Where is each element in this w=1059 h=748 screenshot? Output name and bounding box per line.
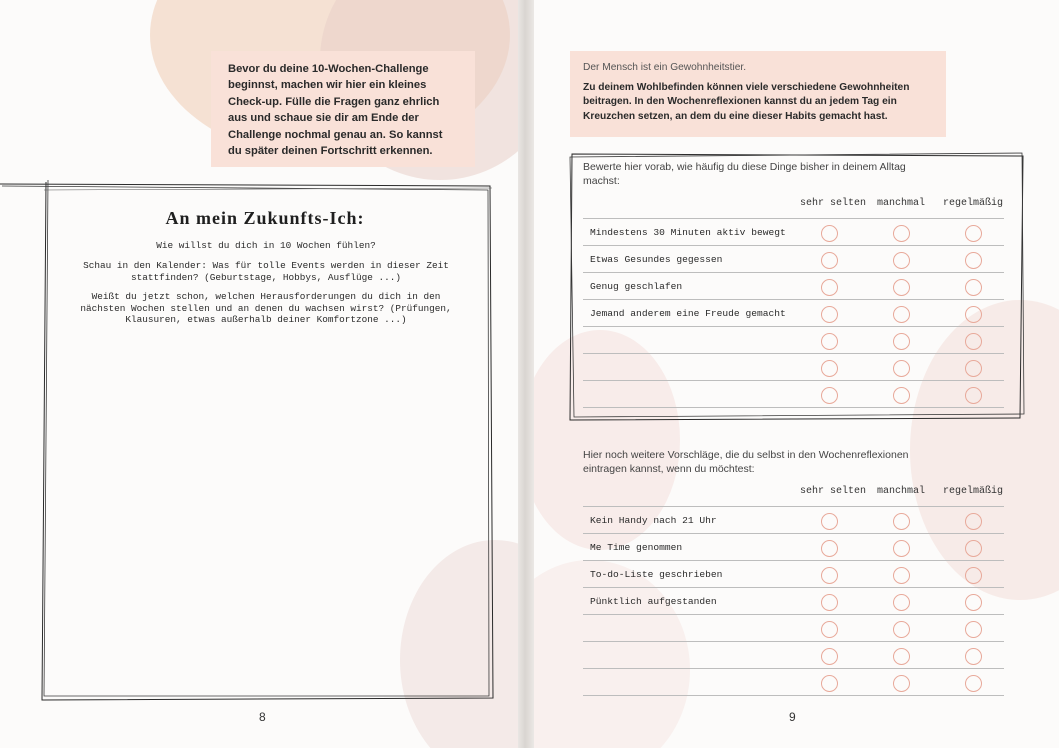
question-2: Schau in den Kalender: Was für tolle Events werden in dieser Zeit stattfinden? (Geburtstage, Hobbys, Ausflüge ...) xyxy=(83,260,449,283)
habit-label: To-do-Liste geschrieben xyxy=(590,569,723,580)
rating-circle-sehr-selten[interactable] xyxy=(821,333,838,350)
intro-box-left xyxy=(211,51,475,167)
col-head-sehr-selten: sehr selten xyxy=(800,486,867,497)
rating-circle-regelmaessig[interactable] xyxy=(965,675,982,692)
habit-label: Etwas Gesundes gegessen xyxy=(590,254,723,265)
rating-circle-sehr-selten[interactable] xyxy=(821,252,838,269)
rating-circle-sehr-selten[interactable] xyxy=(821,675,838,692)
table-row xyxy=(583,219,1004,246)
table-row xyxy=(583,273,1004,300)
rating-circle-manchmal[interactable] xyxy=(893,540,910,557)
rating-circle-manchmal[interactable] xyxy=(893,675,910,692)
rating-circle-sehr-selten[interactable] xyxy=(821,387,838,404)
rating-circle-regelmaessig[interactable] xyxy=(965,306,982,323)
rating-circle-manchmal[interactable] xyxy=(893,279,910,296)
row-line xyxy=(583,407,1004,408)
rating-circle-manchmal[interactable] xyxy=(893,594,910,611)
rating-circle-regelmaessig[interactable] xyxy=(965,648,982,665)
page-number-left: 8 xyxy=(259,710,266,724)
table-row xyxy=(583,588,1004,615)
sketch-frame-left xyxy=(0,180,500,702)
rating-circle-regelmaessig[interactable] xyxy=(965,387,982,404)
rating-circle-regelmaessig[interactable] xyxy=(965,540,982,557)
page-number-right: 9 xyxy=(789,710,796,724)
table-row-empty xyxy=(583,381,1004,408)
col-head-regelmaessig: regelmäßig xyxy=(943,486,1004,497)
rating-circle-sehr-selten[interactable] xyxy=(821,513,838,530)
table-row-empty xyxy=(583,615,1004,642)
habit-label: Pünktlich aufgestanden xyxy=(590,596,717,607)
table-row-empty xyxy=(583,354,1004,381)
habit-label: Kein Handy nach 21 Uhr xyxy=(590,515,717,526)
table-row xyxy=(583,246,1004,273)
intro-body: Zu deinem Wohlbefinden können viele verschiedene Gewohnheiten beitragen. In den Wochenreflexionen kannst du an jedem Tag ein Kreuzchen setzen, an dem du eine dieser Habits gemacht hast. xyxy=(583,81,910,122)
rating-circle-regelmaessig[interactable] xyxy=(965,252,982,269)
table1-intro: Bewerte hier vorab, wie häufig du diese Dinge bisher in deinem Alltag machst: xyxy=(583,161,906,187)
rating-circle-sehr-selten[interactable] xyxy=(821,621,838,638)
habit-label: Me Time genommen xyxy=(590,542,683,553)
rating-circle-manchmal[interactable] xyxy=(893,252,910,269)
rating-circle-sehr-selten[interactable] xyxy=(821,360,838,377)
rating-circle-manchmal[interactable] xyxy=(893,621,910,638)
table2-intro: Hier noch weitere Vorschläge, die du selbst in den Wochenreflexionen eintragen kannst, wenn du möchtest: xyxy=(583,449,909,475)
habit-label: Genug geschlafen xyxy=(590,281,683,292)
book-gutter xyxy=(518,0,534,748)
rating-circle-sehr-selten[interactable] xyxy=(821,567,838,584)
col-head-regelmaessig: regelmäßig xyxy=(943,198,1004,209)
rating-circle-manchmal[interactable] xyxy=(893,387,910,404)
col-head-manchmal: manchmal xyxy=(877,198,926,209)
rating-circle-manchmal[interactable] xyxy=(893,306,910,323)
rating-circle-manchmal[interactable] xyxy=(893,333,910,350)
habit-label: Jemand anderem eine Freude gemacht xyxy=(590,308,786,319)
question-3: Weißt du jetzt schon, welchen Herausforderungen du dich in den nächsten Wochen stellen und an denen du wachsen wirst? (Prüfungen, Klausuren, etwas außerhalb deiner Komfortzone ...) xyxy=(80,291,452,325)
col-head-sehr-selten: sehr selten xyxy=(800,198,867,209)
rating-circle-sehr-selten[interactable] xyxy=(821,279,838,296)
rating-circle-regelmaessig[interactable] xyxy=(965,333,982,350)
rating-circle-manchmal[interactable] xyxy=(893,567,910,584)
table-row xyxy=(583,534,1004,561)
rating-circle-sehr-selten[interactable] xyxy=(821,540,838,557)
rating-circle-sehr-selten[interactable] xyxy=(821,648,838,665)
row-line xyxy=(583,695,1004,696)
rating-circle-regelmaessig[interactable] xyxy=(965,513,982,530)
question-1: Wie willst du dich in 10 Wochen fühlen? xyxy=(156,240,376,251)
table-row xyxy=(583,507,1004,534)
col-head-manchmal: manchmal xyxy=(877,486,926,497)
table-row-empty xyxy=(583,642,1004,669)
table-row xyxy=(583,561,1004,588)
habit-label: Mindestens 30 Minuten aktiv bewegt xyxy=(590,227,786,238)
table-row-empty xyxy=(583,669,1004,696)
rating-circle-regelmaessig[interactable] xyxy=(965,621,982,638)
intro-box-right xyxy=(570,51,946,137)
table-row xyxy=(583,300,1004,327)
intro-lead: Der Mensch ist ein Gewohnheitstier. xyxy=(583,62,747,73)
rating-circle-regelmaessig[interactable] xyxy=(965,225,982,242)
rating-circle-regelmaessig[interactable] xyxy=(965,279,982,296)
rating-circle-manchmal[interactable] xyxy=(893,360,910,377)
rating-circle-regelmaessig[interactable] xyxy=(965,360,982,377)
rating-circle-regelmaessig[interactable] xyxy=(965,594,982,611)
rating-circle-sehr-selten[interactable] xyxy=(821,225,838,242)
rating-circle-sehr-selten[interactable] xyxy=(821,594,838,611)
rating-circle-regelmaessig[interactable] xyxy=(965,567,982,584)
rating-circle-sehr-selten[interactable] xyxy=(821,306,838,323)
rating-circle-manchmal[interactable] xyxy=(893,225,910,242)
rating-circle-manchmal[interactable] xyxy=(893,513,910,530)
table-row-empty xyxy=(583,327,1004,354)
rating-circle-manchmal[interactable] xyxy=(893,648,910,665)
intro-text-left: Bevor du deine 10-Wochen-Challenge beginnst, machen wir hier ein kleines Check-up. Fülle die Fragen ganz ehrlich aus und schaue sie dir am Ende der Challenge nochmal genau an. So kannst du später deinen Fortschritt erkennen. xyxy=(228,63,443,158)
page-title: An mein Zukunfts-Ich: xyxy=(165,208,365,228)
